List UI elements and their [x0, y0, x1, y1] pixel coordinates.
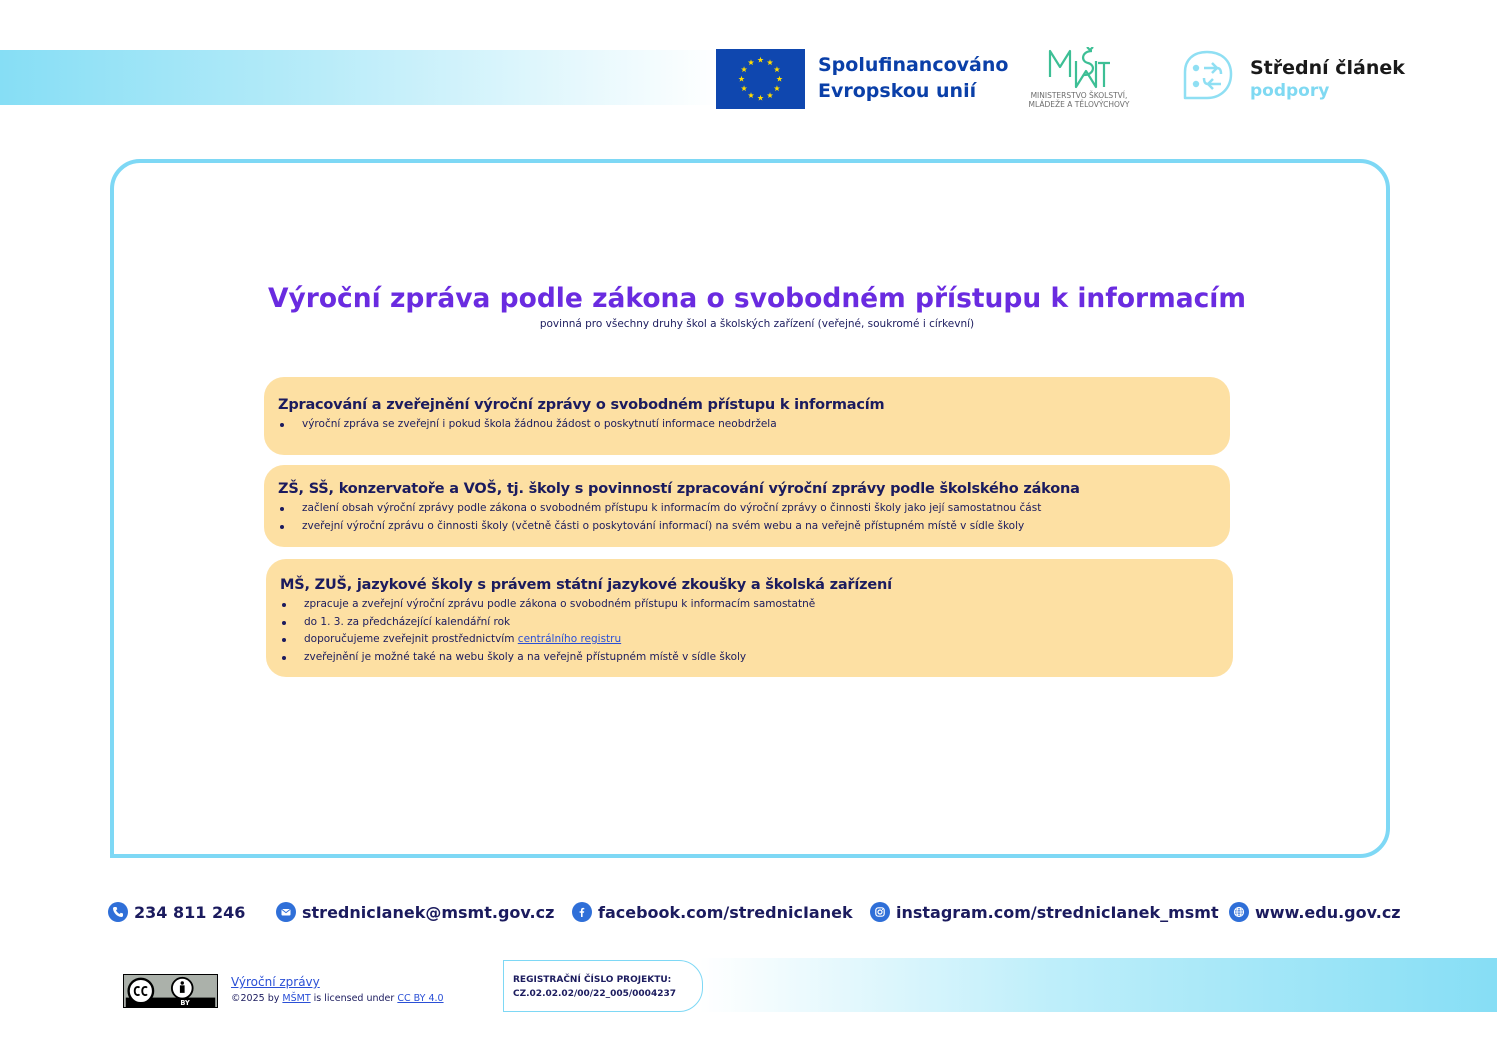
- globe-icon: [1229, 902, 1249, 922]
- msmt-caption: [1014, 91, 1144, 109]
- list-item: začlení obsah výroční zprávy podle zákona o svobodném přístupu k informacím do výroční zprávy o činnosti školy jako její samostatnou část: [278, 500, 1216, 518]
- contact-email[interactable]: [276, 900, 554, 924]
- card-heading: Zpracování a zveřejnění výroční zprávy o svobodném přístupu k informacím: [278, 397, 885, 413]
- list-item: zpracuje a zveřejní výroční zprávu podle zákona o svobodném přístupu k informacím samostatně: [280, 596, 1219, 614]
- header-band: [0, 50, 720, 105]
- eu-cofunding-text: [818, 52, 1008, 104]
- msmt-caption-line-1: MINISTERSTVO ŠKOLSTVÍ,: [1030, 91, 1128, 100]
- license-line: [231, 991, 444, 1006]
- list-item: do 1. 3. za předcházející kalendářní rok: [280, 614, 1219, 632]
- card-list: [278, 500, 1216, 535]
- attribution-icon: [172, 978, 193, 999]
- contact-phone[interactable]: [108, 900, 245, 924]
- info-card-kindergartens: [266, 559, 1233, 677]
- info-card-publication: [264, 377, 1230, 455]
- mail-icon: [276, 902, 296, 922]
- eu-flag-icon: [716, 49, 805, 109]
- phone-icon: [108, 902, 128, 922]
- contact-web[interactable]: [1229, 900, 1401, 924]
- card-heading: MŠ, ZUŠ, jazykové školy s právem státní jazykové zkoušky a školská zařízení: [280, 577, 892, 593]
- card-list: [278, 416, 1216, 434]
- web-address: www.edu.gov.cz: [1255, 902, 1401, 922]
- chat-arrows-icon: [1175, 46, 1239, 110]
- cc-badge-by-label: BY: [180, 999, 190, 1007]
- license-title-link[interactable]: Výroční zprávy: [231, 975, 320, 989]
- sc-logo-line-2: podpory: [1250, 81, 1330, 101]
- registration-label: REGISTRAČNÍ ČÍSLO PROJEKTU:: [513, 975, 672, 985]
- list-item: výroční zpráva se zveřejní i pokud škola žádnou žádost o poskytnutí informace neobdržela: [278, 416, 1216, 434]
- license-name-link[interactable]: CC BY 4.0: [397, 993, 444, 1004]
- page-title: Výroční zpráva podle zákona o svobodném přístupu k informacím: [268, 283, 1246, 314]
- list-item: [280, 631, 1219, 649]
- email-address: strednicIanek@msmt.gov.cz: [302, 902, 555, 922]
- license-middle: is licensed under: [313, 993, 395, 1004]
- eu-line-1: Spolufinancováno: [818, 54, 1009, 76]
- contact-facebook[interactable]: [572, 900, 853, 924]
- contact-instagram[interactable]: [870, 900, 1219, 924]
- license-prefix: ©2025 by: [231, 993, 280, 1004]
- footer-band: [700, 958, 1497, 1012]
- facebook-address: facebook.com/strednicIanek: [598, 902, 853, 922]
- info-card-schools: [264, 465, 1230, 547]
- license-owner-link[interactable]: MŠMT: [282, 993, 311, 1004]
- registration-box: [503, 960, 703, 1012]
- card-heading: ZŠ, SŠ, konzervatoře a VOŠ, tj. školy s povinností zpracování výroční zprávy podle školského zákona: [278, 481, 1080, 497]
- msmt-logo: [1014, 47, 1144, 113]
- phone-number: 234 811 246: [134, 902, 246, 922]
- facebook-icon: [572, 902, 592, 922]
- page-subtitle: povinná pro všechny druhy škol a školských zařízení (veřejné, soukromé i církevní): [539, 318, 975, 330]
- list-item: zveřejnění je možné také na webu školy a na veřejně přístupném místě v sídle školy: [280, 649, 1219, 667]
- sc-logo-line-1: Střední článek: [1250, 57, 1405, 79]
- registration-number: CZ.02.02.02/00/22_005/0004237: [513, 989, 676, 999]
- license-info: [231, 974, 444, 1006]
- card-list: [280, 596, 1219, 666]
- list-item: zveřejní výroční zprávu o činnosti školy (včetně části o poskytování informací) na svém webu a na veřejně přístupném místě v sídle školy: [278, 518, 1216, 536]
- list-item-text: doporučujeme zveřejnit prostřednictvím: [304, 633, 515, 645]
- eu-line-2: Evropskou unií: [818, 80, 977, 102]
- msmt-caption-line-2: MLÁDEŽE A TĚLOVÝCHOVY: [1028, 100, 1130, 109]
- cc-icon: [129, 979, 153, 1003]
- sc-logo-text: [1250, 57, 1405, 103]
- msmt-mark-icon: [1046, 47, 1112, 89]
- instagram-icon: [870, 902, 890, 922]
- cc-by-badge[interactable]: [123, 974, 218, 1008]
- instagram-address: instagram.com/strednicIanek_msmt: [896, 902, 1219, 922]
- central-registry-link[interactable]: centrálního registru: [517, 633, 622, 645]
